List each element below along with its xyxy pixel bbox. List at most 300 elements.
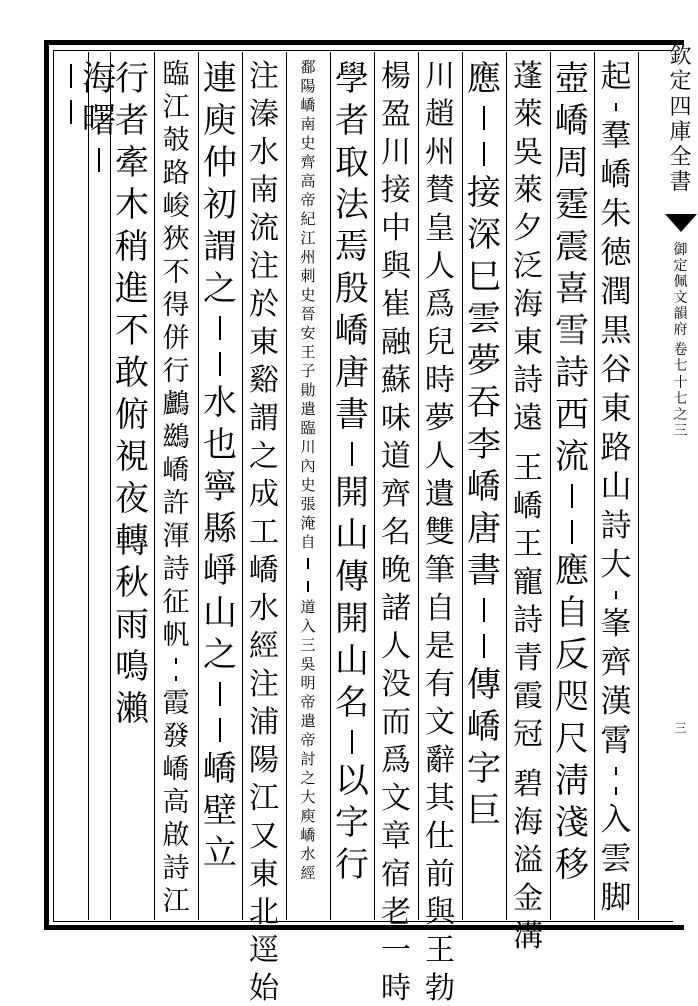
text-glyph: 一 (381, 933, 411, 968)
text-glyph: 黒 (600, 313, 632, 349)
text-glyph: 水 (249, 591, 279, 626)
text-glyph: 夕 (513, 211, 543, 246)
text-glyph: 霞 (513, 679, 543, 714)
fish-tail-mark (665, 214, 697, 232)
text-glyph: 紀 (300, 210, 316, 228)
text-glyph: 山 (335, 515, 369, 555)
text-glyph: 進 (115, 269, 149, 309)
text-glyph: 字 (335, 803, 369, 843)
text-glyph: 安 (300, 324, 316, 342)
text-glyph: 初 (203, 185, 237, 225)
text-glyph: 峻 (162, 191, 190, 222)
text-glyph: 應 (467, 59, 501, 99)
text-glyph: 討 (300, 750, 316, 768)
text-glyph: 脚 (600, 880, 632, 916)
text-glyph: 陽 (300, 77, 316, 95)
text-glyph: 雪 (555, 311, 589, 351)
text-glyph: 轉 (115, 521, 149, 561)
text-glyph: 征 (162, 587, 190, 618)
text-glyph: 併 (162, 323, 190, 354)
header-glyph: 定 (669, 69, 692, 95)
text-glyph: 海 (513, 805, 543, 840)
text-glyph: 吳 (513, 135, 543, 170)
text-glyph: 嶠 (335, 311, 369, 351)
text-glyph: 流 (249, 211, 279, 246)
text-glyph: 章 (381, 819, 411, 854)
text-glyph: 也 (203, 425, 237, 465)
text-glyph: 史 (300, 286, 316, 304)
text-glyph: 唐 (335, 353, 369, 393)
text-glyph: 入 (300, 617, 316, 635)
text-glyph: 融 (381, 325, 411, 360)
text-glyph: 與 (425, 895, 455, 930)
text-glyph: 仕 (425, 819, 455, 854)
text-glyph: 勃 (425, 971, 455, 1006)
text-glyph: 詩 (555, 353, 589, 393)
text-glyph: 徳 (600, 235, 632, 271)
running-title (669, 44, 691, 196)
text-glyph: 狹 (162, 224, 190, 255)
header-glyph: 四 (669, 94, 692, 120)
text-glyph: 淹 (300, 514, 316, 532)
repeat-mark (219, 682, 221, 706)
text-glyph: 老 (381, 895, 411, 930)
text-glyph: 人 (425, 249, 455, 284)
text-glyph: 者 (115, 101, 149, 141)
repeat-mark (307, 581, 309, 592)
text-glyph: 詩 (513, 363, 543, 398)
text-glyph: 史 (300, 476, 316, 494)
repeat-mark (351, 442, 353, 466)
text-glyph: 學 (335, 59, 369, 99)
text-glyph: 嶠 (300, 826, 316, 844)
text-glyph: 水 (203, 383, 237, 423)
text-glyph: 辭 (425, 743, 455, 778)
text-glyph: 曙 (82, 101, 116, 141)
text-glyph: 大 (600, 547, 632, 583)
text-glyph: 注 (249, 667, 279, 702)
text-glyph: 庾 (300, 807, 316, 825)
text-glyph: 齊 (381, 477, 411, 512)
text-glyph: 於 (249, 287, 279, 322)
text-glyph: 筆 (425, 553, 455, 588)
repeat-mark (615, 767, 617, 775)
text-glyph: 行 (335, 845, 369, 885)
text-glyph: 流 (555, 437, 589, 477)
text-glyph: 工 (249, 515, 279, 550)
text-glyph: 齊 (300, 153, 316, 171)
text-glyph: 道 (381, 439, 411, 474)
text-glyph: 鸕 (162, 389, 190, 420)
text-glyph: 詩 (162, 554, 190, 585)
text-glyph: 震 (555, 227, 589, 267)
text-glyph: 雲 (467, 299, 501, 339)
text-column (330, 58, 374, 918)
text-glyph: 嶠 (513, 489, 543, 524)
header-glyph: 十 (673, 374, 688, 391)
text-glyph: 人 (425, 439, 455, 474)
repeat-mark (483, 634, 485, 658)
text-glyph: 没 (381, 667, 411, 702)
header-glyph: 全 (669, 145, 692, 171)
repeat-mark (219, 352, 221, 376)
text-glyph: 殷 (335, 269, 369, 309)
text-glyph: 盈 (381, 97, 411, 132)
text-glyph: 攲 (162, 125, 190, 156)
text-glyph: 書 (335, 395, 369, 435)
header-glyph: 府 (673, 322, 688, 339)
text-glyph: 泛 (513, 249, 543, 284)
text-glyph: 潤 (600, 274, 632, 310)
text-glyph: 謂 (203, 227, 237, 267)
text-glyph: 立 (203, 833, 237, 873)
text-glyph: 成 (249, 477, 279, 512)
text-glyph: 溱 (249, 97, 279, 132)
text-glyph: 大 (300, 788, 316, 806)
repeat-mark (615, 591, 617, 599)
text-glyph: 帝 (300, 693, 316, 711)
text-glyph: 注 (249, 249, 279, 284)
text-glyph: 爲 (425, 287, 455, 322)
text-glyph: 經 (300, 864, 316, 882)
text-glyph: 時 (381, 971, 411, 1006)
text-glyph: 逕 (249, 933, 279, 968)
text-glyph: 晉 (300, 305, 316, 323)
text-glyph: 溢 (513, 843, 543, 878)
text-glyph: 夢 (467, 341, 501, 381)
text-column (82, 58, 116, 918)
text-glyph: 山 (203, 593, 237, 633)
text-glyph: 文 (381, 781, 411, 816)
text-glyph: 遣 (300, 400, 316, 418)
text-glyph: 朱 (600, 196, 632, 232)
text-glyph: 谷 (600, 352, 632, 388)
text-glyph: 啟 (162, 820, 190, 851)
header-glyph: 之 (673, 406, 688, 423)
header-glyph: 三 (673, 422, 688, 439)
text-glyph: 江 (162, 886, 190, 917)
text-column (198, 58, 242, 918)
repeat-mark (70, 64, 72, 88)
page-margin-header (663, 44, 698, 924)
text-glyph: 遣 (300, 712, 316, 730)
repeat-mark (219, 718, 221, 742)
text-glyph: 壺 (555, 59, 589, 99)
text-glyph: 嶠 (600, 157, 632, 193)
text-glyph: 皇 (425, 211, 455, 246)
text-glyph: 又 (249, 819, 279, 854)
header-glyph: 七 (673, 390, 688, 407)
text-glyph: 唐 (467, 509, 501, 549)
text-glyph: 海 (82, 59, 116, 99)
text-glyph: 晚 (381, 553, 411, 588)
section-title (674, 242, 688, 339)
text-glyph: 趙 (425, 97, 455, 132)
text-glyph: 鳴 (115, 647, 149, 687)
text-glyph: 木 (115, 185, 149, 225)
text-glyph: 臨 (162, 59, 190, 90)
repeat-mark (615, 787, 617, 795)
header-glyph: 庫 (669, 119, 692, 145)
header-glyph: 御 (673, 241, 688, 258)
text-glyph: 取 (335, 143, 369, 183)
text-glyph: 移 (555, 845, 589, 885)
text-glyph: 嶠 (162, 754, 190, 785)
text-glyph: 名 (335, 683, 369, 723)
text-glyph: 嶠 (300, 96, 316, 114)
text-glyph: 勛 (300, 381, 316, 399)
text-glyph: 不 (115, 311, 149, 351)
text-glyph: 高 (300, 172, 316, 190)
text-glyph: 深 (467, 215, 501, 255)
text-glyph: 視 (115, 437, 149, 477)
text-glyph: 巨 (467, 791, 501, 831)
text-glyph: 明 (300, 674, 316, 692)
text-glyph: 名 (381, 515, 411, 550)
text-glyph: 法 (335, 185, 369, 225)
leaf-number: 三 (674, 720, 687, 735)
text-glyph: 川 (425, 59, 455, 94)
text-column (462, 58, 506, 918)
text-glyph: 巳 (467, 257, 501, 297)
text-glyph: 行 (162, 356, 190, 387)
text-column (374, 58, 418, 1006)
text-column (550, 58, 594, 918)
column-rule (638, 52, 639, 920)
text-glyph: 東 (600, 391, 632, 427)
text-glyph: 東 (249, 857, 279, 892)
repeat-mark (98, 148, 100, 172)
text-glyph: 以 (335, 761, 369, 801)
text-glyph: 內 (300, 457, 316, 475)
text-glyph: 傳 (335, 557, 369, 597)
text-glyph: 仲 (203, 143, 237, 183)
text-glyph: 兒 (425, 325, 455, 360)
text-glyph: 喜 (555, 269, 589, 309)
text-glyph: 連 (203, 59, 237, 99)
text-glyph: 江 (162, 92, 190, 123)
text-glyph: 川 (300, 438, 316, 456)
text-glyph: 臨 (300, 419, 316, 437)
text-glyph: 者 (335, 101, 369, 141)
text-column (56, 58, 86, 918)
repeat-mark (70, 100, 72, 124)
text-glyph: 是 (425, 629, 455, 664)
text-column (594, 58, 638, 918)
text-glyph: 開 (335, 599, 369, 639)
text-glyph: 北 (249, 895, 279, 930)
header-glyph: 定 (673, 257, 688, 274)
text-glyph: 陽 (249, 743, 279, 778)
text-glyph: 焉 (335, 227, 369, 267)
text-glyph: 嶠 (555, 101, 589, 141)
text-glyph: 詩 (513, 603, 543, 638)
text-glyph: 接 (381, 173, 411, 208)
text-glyph: 發 (162, 721, 190, 752)
text-glyph: 海 (513, 287, 543, 322)
header-glyph: 韻 (673, 306, 688, 323)
text-glyph: 雙 (425, 515, 455, 550)
text-glyph: 羣 (600, 118, 632, 154)
header-glyph: 欽 (669, 44, 692, 69)
text-glyph: 漢 (600, 684, 632, 720)
text-glyph: 入 (600, 802, 632, 838)
header-glyph: 卷 (673, 342, 688, 359)
text-glyph: 李 (467, 425, 501, 465)
text-column (506, 58, 550, 954)
text-glyph: 字 (467, 749, 501, 789)
text-glyph: 反 (555, 635, 589, 675)
text-glyph: 帝 (300, 191, 316, 209)
text-glyph: 味 (381, 401, 411, 436)
text-glyph: 諸 (381, 591, 411, 626)
text-glyph: 霄 (600, 723, 632, 759)
text-glyph: 史 (300, 134, 316, 152)
text-glyph: 雲 (600, 841, 632, 877)
text-glyph: 王 (513, 527, 543, 562)
text-glyph: 山 (335, 641, 369, 681)
text-glyph: 水 (249, 135, 279, 170)
text-glyph: 路 (600, 430, 632, 466)
text-glyph: 而 (381, 705, 411, 740)
text-glyph: 遺 (425, 477, 455, 512)
text-glyph: 中 (381, 211, 411, 246)
text-column (110, 58, 154, 918)
text-glyph: 遠 (513, 401, 543, 436)
text-glyph: 與 (381, 249, 411, 284)
text-glyph: 起 (600, 59, 632, 95)
text-glyph: 自 (425, 591, 455, 626)
text-glyph: 齊 (600, 645, 632, 681)
text-glyph: 之 (249, 439, 279, 474)
text-glyph: 嶠 (203, 749, 237, 789)
text-glyph: 俯 (115, 395, 149, 435)
juan-number (674, 342, 688, 439)
text-glyph: 敢 (115, 353, 149, 393)
text-glyph: 之 (203, 635, 237, 675)
repeat-mark (615, 103, 617, 111)
repeat-mark (175, 676, 177, 682)
text-column (242, 58, 286, 1006)
header-glyph: 文 (673, 290, 688, 307)
text-glyph: 青 (513, 641, 543, 676)
text-glyph: 江 (300, 229, 316, 247)
text-glyph: 鄱 (300, 58, 316, 76)
repeat-mark (483, 106, 485, 130)
text-glyph: 自 (300, 533, 316, 551)
text-glyph: 楊 (381, 59, 411, 94)
text-glyph: 稍 (115, 227, 149, 267)
text-glyph: 崔 (381, 287, 411, 322)
text-glyph: 接 (467, 173, 501, 213)
text-glyph: 賛 (425, 173, 455, 208)
text-column (418, 58, 462, 1006)
text-glyph: 南 (300, 115, 316, 133)
text-glyph: 始 (249, 971, 279, 1006)
text-glyph: 寧 (203, 467, 237, 507)
text-glyph: 峯 (600, 606, 632, 642)
text-glyph: 時 (425, 363, 455, 398)
text-glyph: 不 (162, 257, 190, 288)
text-glyph: 瀨 (115, 689, 149, 729)
text-glyph: 山 (600, 469, 632, 505)
text-glyph: 咫 (555, 677, 589, 717)
text-glyph: 浦 (249, 705, 279, 740)
text-glyph: 之 (300, 769, 316, 787)
text-glyph: 詩 (600, 508, 632, 544)
text-glyph: 傳 (467, 665, 501, 705)
text-glyph: 崢 (203, 551, 237, 591)
text-glyph: 縣 (203, 509, 237, 549)
text-glyph: 渾 (162, 521, 190, 552)
text-glyph: 雨 (115, 605, 149, 645)
text-glyph: 應 (555, 551, 589, 591)
text-glyph: 州 (425, 135, 455, 170)
text-glyph: 王 (425, 933, 455, 968)
text-glyph: 有 (425, 667, 455, 702)
text-glyph: 吞 (467, 383, 501, 423)
repeat-mark (307, 558, 309, 569)
text-glyph: 庾 (203, 101, 237, 141)
text-glyph: 道 (300, 598, 316, 616)
repeat-mark (219, 316, 221, 340)
text-glyph: 詩 (162, 853, 190, 884)
text-glyph: 西 (555, 395, 589, 435)
text-glyph: 書 (467, 551, 501, 591)
text-glyph: 王 (300, 343, 316, 361)
text-glyph: 帆 (162, 620, 190, 651)
text-glyph: 嶠 (467, 467, 501, 507)
text-glyph: 周 (555, 143, 589, 183)
repeat-mark (483, 142, 485, 166)
text-glyph: 高 (162, 787, 190, 818)
text-glyph: 萊 (513, 173, 543, 208)
text-glyph: 秋 (115, 563, 149, 603)
text-glyph: 宿 (381, 857, 411, 892)
text-glyph: 夢 (425, 401, 455, 436)
repeat-mark (351, 730, 353, 754)
repeat-mark (571, 520, 573, 544)
text-glyph: 路 (162, 158, 190, 189)
text-glyph: 三 (300, 636, 316, 654)
text-glyph: 開 (335, 473, 369, 513)
repeat-mark (175, 658, 177, 664)
text-glyph: 霆 (555, 185, 589, 225)
repeat-mark (483, 598, 485, 622)
text-glyph: 鷀 (162, 422, 190, 453)
text-glyph: 川 (381, 135, 411, 170)
text-glyph: 爲 (381, 743, 411, 778)
text-glyph: 夜 (115, 479, 149, 519)
text-glyph: 之 (203, 269, 237, 309)
text-glyph: 尺 (555, 719, 589, 759)
text-glyph: 嶠 (467, 707, 501, 747)
text-glyph: 東 (249, 325, 279, 360)
text-glyph: 吳 (300, 655, 316, 673)
text-glyph: 蓬 (513, 59, 543, 94)
text-glyph: 子 (300, 362, 316, 380)
text-glyph: 得 (162, 290, 190, 321)
repeat-mark (571, 484, 573, 508)
text-glyph: 谿 (249, 363, 279, 398)
text-glyph: 州 (300, 248, 316, 266)
text-glyph: 南 (249, 173, 279, 208)
text-glyph: 刺 (300, 267, 316, 285)
text-glyph: 水 (300, 845, 316, 863)
text-glyph: 人 (381, 629, 411, 664)
text-glyph: 溝 (513, 919, 543, 954)
text-glyph: 行 (115, 59, 149, 99)
